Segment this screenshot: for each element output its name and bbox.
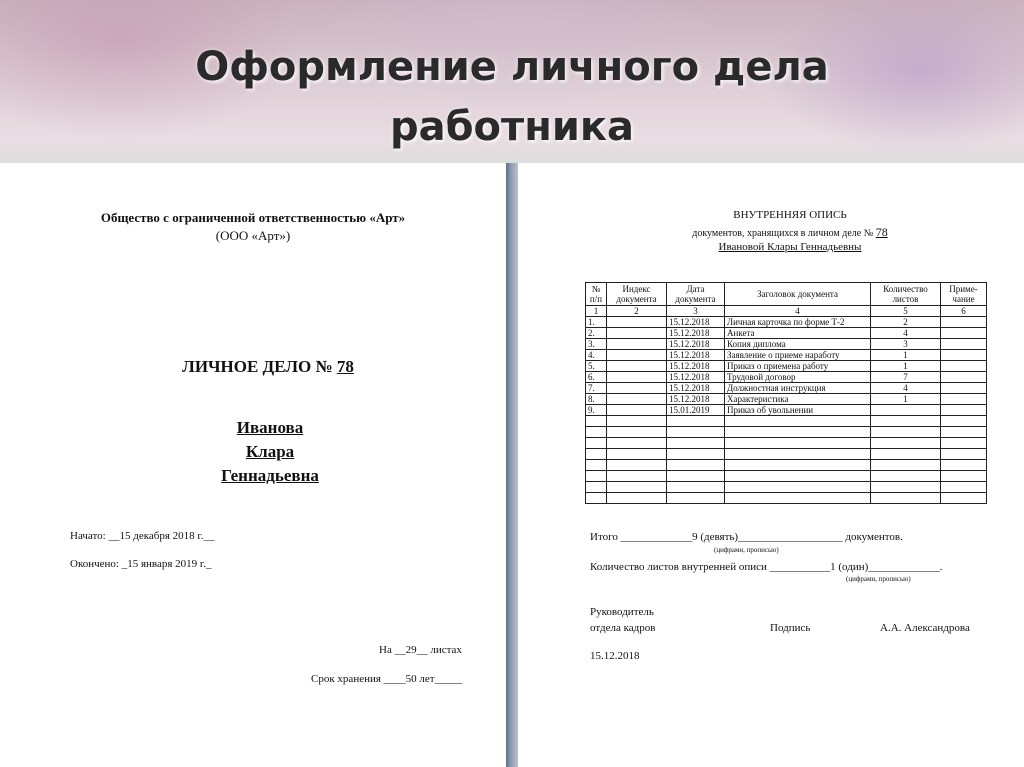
empty-cell bbox=[586, 449, 607, 460]
table-row-empty bbox=[586, 449, 987, 460]
col-header-title: Заголовок документа bbox=[725, 283, 871, 306]
total-line bbox=[590, 531, 903, 543]
row-index bbox=[607, 328, 667, 339]
sheets-count bbox=[379, 644, 462, 656]
inventory-header-row bbox=[586, 283, 987, 306]
row-date: 15.12.2018 bbox=[667, 350, 725, 361]
empty-cell bbox=[871, 427, 941, 438]
empty-cell bbox=[607, 471, 667, 482]
slide-title-line2: работника bbox=[389, 104, 635, 150]
col-number: 3 bbox=[667, 306, 725, 317]
col-header-date: Дата документа bbox=[667, 283, 725, 306]
organization-short-name: (ООО «Арт») bbox=[215, 228, 291, 243]
row-title: Характеристика bbox=[725, 394, 871, 405]
slide-title-line1: Оформление личного дела bbox=[195, 44, 829, 90]
organization-name: Общество с ограниченной ответственностью «Арт» bbox=[100, 210, 406, 225]
case-started bbox=[70, 530, 214, 542]
empty-cell bbox=[607, 427, 667, 438]
table-row bbox=[586, 394, 987, 405]
row-index bbox=[607, 317, 667, 328]
slide-header bbox=[0, 0, 1024, 163]
inventory-subheading bbox=[518, 225, 1024, 240]
col-number: 5 bbox=[871, 306, 941, 317]
row-sheets: 1 bbox=[871, 350, 941, 361]
row-title: Личная карточка по форме Т-2 bbox=[725, 317, 871, 328]
row-sheets: 3 bbox=[871, 339, 941, 350]
row-index bbox=[607, 383, 667, 394]
empty-cell bbox=[586, 438, 607, 449]
row-note bbox=[941, 372, 987, 383]
empty-cell bbox=[941, 427, 987, 438]
empty-cell bbox=[607, 416, 667, 427]
empty-cell bbox=[871, 416, 941, 427]
empty-cell bbox=[725, 460, 871, 471]
row-note bbox=[941, 394, 987, 405]
row-sheets: 4 bbox=[871, 383, 941, 394]
table-row bbox=[586, 361, 987, 372]
row-number: 7. bbox=[586, 383, 607, 394]
row-note bbox=[941, 339, 987, 350]
empty-cell bbox=[871, 449, 941, 460]
empty-cell bbox=[607, 493, 667, 504]
row-sheets: 1 bbox=[871, 394, 941, 405]
table-row bbox=[586, 372, 987, 383]
row-index bbox=[607, 350, 667, 361]
empty-cell bbox=[667, 416, 725, 427]
empty-cell bbox=[941, 460, 987, 471]
started-label: Начато: bbox=[70, 530, 106, 542]
empty-cell bbox=[941, 493, 987, 504]
employee-surname: Иванова bbox=[236, 418, 304, 437]
inventory-date: 15.12.2018 bbox=[590, 650, 640, 662]
inner-sheets-label: Количество листов внутренней описи bbox=[590, 561, 767, 573]
inner-sheets-value: ___________1 (один)_____________. bbox=[769, 561, 943, 573]
storage-label: Срок хранения bbox=[311, 673, 381, 685]
row-date: 15.01.2019 bbox=[667, 405, 725, 416]
row-note bbox=[941, 405, 987, 416]
inventory-subheading-text: документов, хранящихся в личном деле № bbox=[692, 228, 874, 239]
table-row-empty bbox=[586, 438, 987, 449]
row-title: Приказ об увольнении bbox=[725, 405, 871, 416]
empty-cell bbox=[667, 493, 725, 504]
inventory-body bbox=[586, 317, 987, 504]
empty-cell bbox=[725, 471, 871, 482]
empty-cell bbox=[871, 438, 941, 449]
row-date: 15.12.2018 bbox=[667, 339, 725, 350]
table-row bbox=[586, 350, 987, 361]
total-label: Итого bbox=[590, 531, 618, 543]
table-row-empty bbox=[586, 460, 987, 471]
empty-cell bbox=[607, 438, 667, 449]
empty-cell bbox=[871, 460, 941, 471]
col-header-index: Индекс документа bbox=[607, 283, 667, 306]
table-row bbox=[586, 339, 987, 350]
storage-value: ____50 лет_____ bbox=[383, 673, 463, 685]
row-number: 6. bbox=[586, 372, 607, 383]
inventory-table bbox=[585, 282, 987, 504]
row-index bbox=[607, 394, 667, 405]
table-row bbox=[586, 383, 987, 394]
empty-cell bbox=[607, 482, 667, 493]
table-row-empty bbox=[586, 471, 987, 482]
empty-cell bbox=[667, 460, 725, 471]
col-number: 4 bbox=[725, 306, 871, 317]
empty-cell bbox=[725, 427, 871, 438]
finished-label: Окончено: bbox=[70, 558, 119, 570]
row-date: 15.12.2018 bbox=[667, 361, 725, 372]
row-note bbox=[941, 350, 987, 361]
row-date: 15.12.2018 bbox=[667, 372, 725, 383]
table-row-empty bbox=[586, 427, 987, 438]
row-index bbox=[607, 339, 667, 350]
head-title-line1: Руководитель bbox=[590, 606, 654, 618]
row-note bbox=[941, 328, 987, 339]
started-value: __15 декабря 2018 г.__ bbox=[108, 530, 215, 542]
row-number: 2. bbox=[586, 328, 607, 339]
table-row bbox=[586, 317, 987, 328]
col-number: 6 bbox=[941, 306, 987, 317]
row-number: 1. bbox=[586, 317, 607, 328]
row-sheets: 4 bbox=[871, 328, 941, 339]
row-number: 5. bbox=[586, 361, 607, 372]
row-number: 3. bbox=[586, 339, 607, 350]
case-title bbox=[0, 357, 536, 377]
signature-label: Подпись bbox=[770, 622, 811, 634]
empty-cell bbox=[586, 416, 607, 427]
row-number: 9. bbox=[586, 405, 607, 416]
inventory-person: Ивановой Клары Геннадьевны bbox=[718, 241, 862, 253]
row-index bbox=[607, 361, 667, 372]
empty-cell bbox=[667, 438, 725, 449]
row-title: Заявление о приеме наработу bbox=[725, 350, 871, 361]
row-note bbox=[941, 317, 987, 328]
table-row bbox=[586, 405, 987, 416]
row-note bbox=[941, 361, 987, 372]
case-finished bbox=[70, 558, 211, 570]
empty-cell bbox=[941, 449, 987, 460]
empty-cell bbox=[667, 449, 725, 460]
col-header-sheets: Количество листов bbox=[871, 283, 941, 306]
row-sheets: 7 bbox=[871, 372, 941, 383]
empty-cell bbox=[871, 471, 941, 482]
row-note bbox=[941, 383, 987, 394]
employee-name: Клара bbox=[245, 442, 295, 461]
row-date: 15.12.2018 bbox=[667, 317, 725, 328]
inventory-page bbox=[518, 163, 1024, 767]
row-title: Копия диплома bbox=[725, 339, 871, 350]
inner-sheets-hint: (цифрами, прописью) bbox=[846, 575, 911, 583]
row-sheets: 2 bbox=[871, 317, 941, 328]
empty-cell bbox=[586, 427, 607, 438]
row-title: Трудовой договор bbox=[725, 372, 871, 383]
case-label: ЛИЧНОЕ ДЕЛО № bbox=[182, 357, 333, 376]
total-suffix: документов. bbox=[845, 531, 903, 543]
case-number: 78 bbox=[336, 357, 354, 376]
row-date: 15.12.2018 bbox=[667, 328, 725, 339]
sheets-value: __29__ bbox=[394, 644, 428, 656]
row-title: Приказ о приемена работу bbox=[725, 361, 871, 372]
col-header-note: Приме-чание bbox=[941, 283, 987, 306]
empty-cell bbox=[586, 471, 607, 482]
employee-patronymic: Геннадьевна bbox=[221, 466, 319, 485]
inner-sheets-line bbox=[590, 561, 943, 573]
row-index bbox=[607, 405, 667, 416]
row-number: 4. bbox=[586, 350, 607, 361]
empty-cell bbox=[667, 482, 725, 493]
table-row-empty bbox=[586, 482, 987, 493]
row-date: 15.12.2018 bbox=[667, 383, 725, 394]
table-row-empty bbox=[586, 416, 987, 427]
empty-cell bbox=[941, 416, 987, 427]
empty-cell bbox=[667, 427, 725, 438]
row-title: Должностная инструкция bbox=[725, 383, 871, 394]
empty-cell bbox=[941, 438, 987, 449]
empty-cell bbox=[725, 493, 871, 504]
storage-period bbox=[311, 673, 462, 685]
head-title-line2: отдела кадров bbox=[590, 622, 656, 634]
col-header-number: № п/п bbox=[586, 283, 607, 306]
empty-cell bbox=[586, 482, 607, 493]
empty-cell bbox=[941, 471, 987, 482]
row-date: 15.12.2018 bbox=[667, 394, 725, 405]
row-sheets bbox=[871, 405, 941, 416]
empty-cell bbox=[725, 449, 871, 460]
empty-cell bbox=[725, 438, 871, 449]
table-row bbox=[586, 328, 987, 339]
empty-cell bbox=[725, 416, 871, 427]
total-hint: (цифрами, прописью) bbox=[714, 546, 779, 554]
inventory-case-number: 78 bbox=[875, 225, 888, 239]
col-number: 1 bbox=[586, 306, 607, 317]
empty-cell bbox=[586, 493, 607, 504]
sheets-prefix: На bbox=[379, 644, 392, 656]
empty-cell bbox=[725, 482, 871, 493]
row-sheets: 1 bbox=[871, 361, 941, 372]
total-value: _____________9 (девять)___________________ bbox=[620, 531, 843, 543]
empty-cell bbox=[941, 482, 987, 493]
table-row-empty bbox=[586, 493, 987, 504]
empty-cell bbox=[586, 460, 607, 471]
row-title: Анкета bbox=[725, 328, 871, 339]
empty-cell bbox=[871, 482, 941, 493]
finished-value: _15 января 2019 г._ bbox=[121, 558, 212, 570]
page-divider bbox=[506, 163, 518, 767]
sheets-suffix: листах bbox=[430, 644, 462, 656]
row-number: 8. bbox=[586, 394, 607, 405]
case-cover-page bbox=[0, 163, 506, 767]
row-index bbox=[607, 372, 667, 383]
empty-cell bbox=[607, 449, 667, 460]
inventory-col-number-row bbox=[586, 306, 987, 317]
col-number: 2 bbox=[607, 306, 667, 317]
head-name: А.А. Александрова bbox=[880, 622, 970, 634]
empty-cell bbox=[667, 471, 725, 482]
inventory-heading: ВНУТРЕННЯЯ ОПИСЬ bbox=[733, 209, 847, 221]
empty-cell bbox=[871, 493, 941, 504]
empty-cell bbox=[607, 460, 667, 471]
